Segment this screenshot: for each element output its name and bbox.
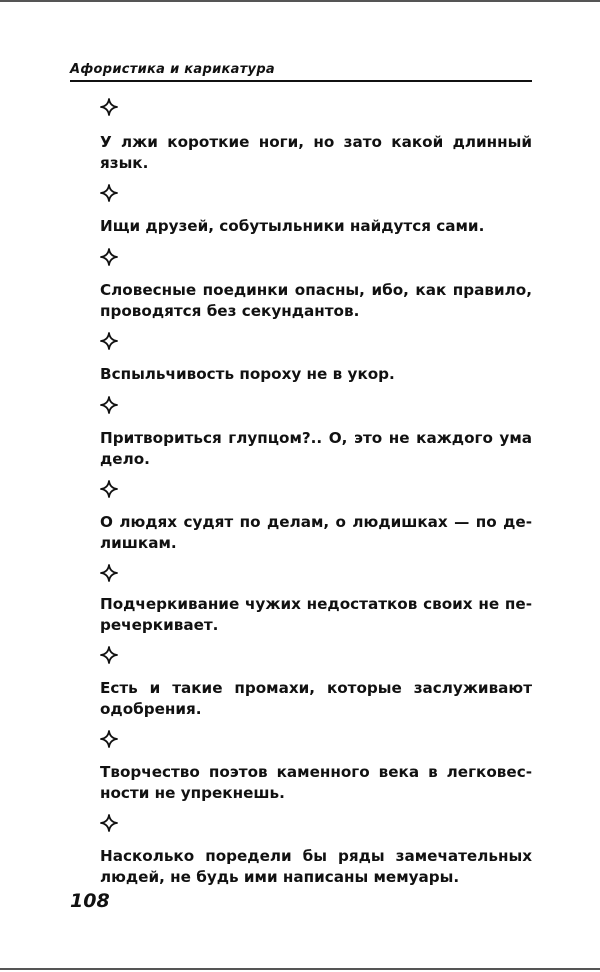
four-point-star-icon <box>100 646 118 664</box>
aphorism-line: У лжи короткие ноги, но зато какой длинный <box>100 133 532 151</box>
aphorism-line: людей, не будь ими написаны мемуары. <box>100 868 460 886</box>
running-header <box>70 60 532 82</box>
aphorism-line: дело. <box>100 450 150 468</box>
four-point-star-icon <box>100 248 118 266</box>
aphorism-8 <box>100 678 532 720</box>
aphorism-line: Есть и такие промахи, которые заслуживают <box>100 679 532 697</box>
page-bottom-edge <box>0 968 600 970</box>
aphorism-7 <box>100 594 532 636</box>
aphorism-line: речеркивает. <box>100 616 219 634</box>
aphorism-9 <box>100 762 532 804</box>
aphorism-line: Вспыльчивость пороху не в укор. <box>100 365 395 383</box>
aphorism-line: проводятся без секундантов. <box>100 302 360 320</box>
aphorism-1 <box>100 132 532 174</box>
four-point-star-icon <box>100 480 118 498</box>
aphorism-line: Притвориться глупцом?.. О, это не каждого ума <box>100 429 532 447</box>
aphorism-4 <box>100 364 532 385</box>
four-point-star-icon <box>100 730 118 748</box>
aphorism-10 <box>100 846 532 888</box>
aphorism-5 <box>100 428 532 470</box>
aphorism-line: Подчеркивание чужих недостатков своих не пе- <box>100 595 532 613</box>
page-number: 108 <box>70 890 110 912</box>
four-point-star-icon <box>100 332 118 350</box>
aphorism-line: Словесные поединки опасны, ибо, как правило, <box>100 281 532 299</box>
page-top-edge <box>0 0 600 2</box>
aphorism-line: ности не упрекнешь. <box>100 784 285 802</box>
aphorism-6 <box>100 512 532 554</box>
aphorism-line: одобрения. <box>100 700 202 718</box>
four-point-star-icon <box>100 564 118 582</box>
aphorism-line: лишкам. <box>100 534 177 552</box>
running-header-title: Афористика и карикатура <box>70 62 276 77</box>
aphorism-line: Творчество поэтов каменного века в легковес- <box>100 763 532 781</box>
aphorism-line: Ищи друзей, собутыльники найдутся сами. <box>100 217 485 235</box>
four-point-star-icon <box>100 98 118 116</box>
four-point-star-icon <box>100 814 118 832</box>
four-point-star-icon <box>100 184 118 202</box>
aphorism-line: Насколько поредели бы ряды замечательных <box>100 847 532 865</box>
aphorism-line: О людях судят по делам, о людишках — по де- <box>100 513 532 531</box>
aphorism-2 <box>100 216 532 237</box>
four-point-star-icon <box>100 396 118 414</box>
aphorism-3 <box>100 280 532 322</box>
aphorism-line: язык. <box>100 154 149 172</box>
